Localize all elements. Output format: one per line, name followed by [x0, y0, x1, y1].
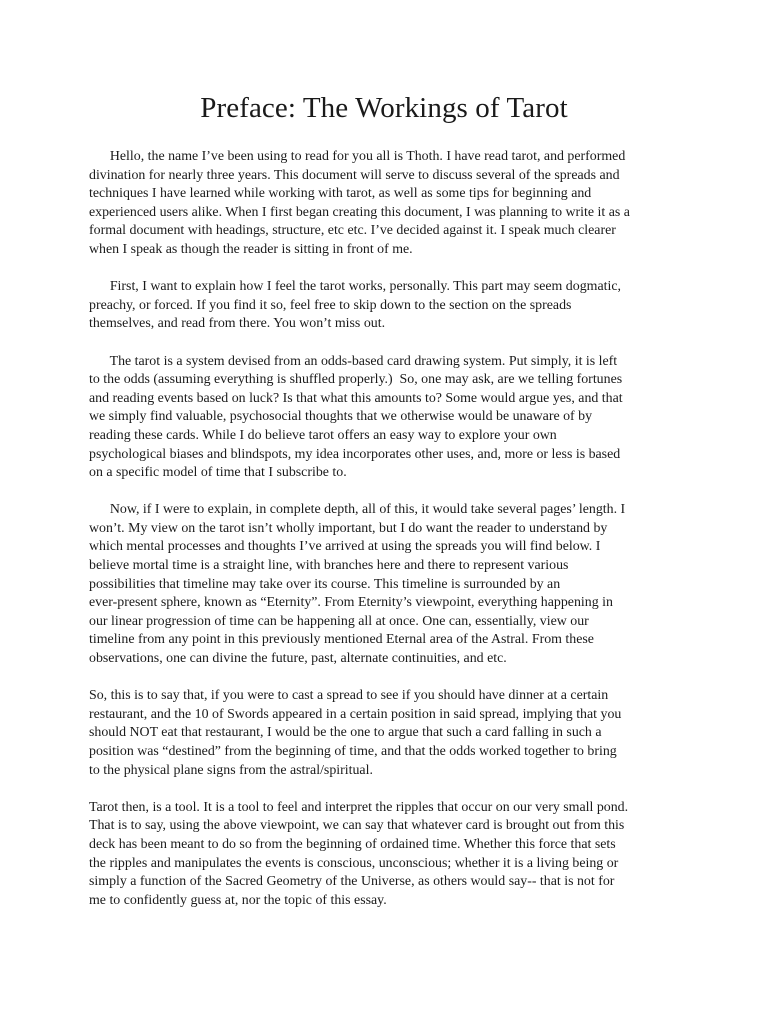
body-paragraph [89, 148, 681, 260]
paragraph-line: Tarot then, is a tool. It is a tool to feel and interpret the ripples that occur on our very small pond. [89, 799, 629, 815]
paragraph-line: we simply find valuable, psychosocial thoughts that we otherwise would be unaware of by [89, 409, 593, 425]
page-title: Preface: The Workings of Tarot [200, 92, 568, 124]
paragraph-line: and reading events based on luck? Is that what this amounts to? Some would argue yes, and that [89, 390, 623, 406]
paragraph-line: First, I want to explain how I feel the tarot works, personally. This part may seem dogmatic, [89, 279, 621, 295]
paragraph-line: formal document with headings, structure, etc etc. I’ve decided against it. I speak much clearer [89, 223, 616, 239]
paragraph-line: experienced users alike. When I first began creating this document, I was planning to write it as a [89, 204, 630, 220]
paragraph-line: Hello, the name I’ve been using to read for you all is Thoth. I have read tarot, and performed [89, 149, 626, 164]
paragraph-line: won’t. My view on the tarot isn’t wholly important, but I do want the reader to understand by [89, 520, 608, 536]
paragraph-line: Now, if I were to explain, in complete depth, all of this, it would take several pages’ length. I [89, 502, 626, 518]
paragraph-line: the ripples and manipulates the events is conscious, unconscious; whether it is a living being or [89, 855, 619, 871]
paragraph-line: our linear progression of time can be happening all at once. One can, essentially, view our [89, 613, 589, 629]
body-paragraph [89, 799, 681, 911]
paragraph-line: possibilities that timeline may take over its course. This timeline is surrounded by an [89, 576, 561, 592]
paragraph-line: me to confidently guess at, nor the topic of this essay. [89, 892, 387, 908]
paragraph-line: themselves, and read from there. You won’t miss out. [89, 316, 386, 332]
paragraph-line: techniques I have learned while working with tarot, as well as some tips for beginning and [89, 186, 592, 202]
paragraph-line: which mental processes and thoughts I’ve arrived at using the spreads you will find below. I [89, 539, 601, 555]
body-paragraph [89, 501, 681, 668]
paragraph-line: position was “destined” from the beginning of time, and that the odds worked together to bring [89, 744, 617, 759]
paragraph-line: ever-present sphere, known as “Eternity”. From Eternity’s viewpoint, everything happening in [89, 595, 613, 611]
paragraph-line: divination for nearly three years. This document will serve to discuss several of the spreads and [89, 167, 620, 183]
paragraph-line: believe mortal time is a straight line, with branches here and there to represent various [89, 558, 569, 574]
body-paragraph [89, 353, 681, 483]
paragraph-line: simply a function of the Sacred Geometry of the Universe, as others would say-- that is not for [89, 874, 615, 890]
paragraph-line: on a specific model of time that I subscribe to. [89, 465, 347, 481]
paragraph-line: should NOT eat that restaurant, I would be the one to argue that such a card falling in such a [89, 725, 602, 741]
paragraph-line: So, this is to say that, if you were to cast a spread to see if you should have dinner at a certain [89, 688, 609, 704]
body-paragraph [89, 278, 681, 334]
paragraph-line: reading these cards. While I do believe tarot offers an easy way to explore your own [89, 427, 557, 443]
paragraph-line: preachy, or forced. If you find it so, feel free to skip down to the section on the spreads [89, 297, 572, 313]
paragraph-line: when I speak as though the reader is sitting in front of me. [89, 241, 413, 257]
paragraph-line: timeline from any point in this previously mentioned Eternal area of the Astral. From these [89, 632, 594, 648]
paragraph-line: to the odds (assuming everything is shuffled properly.) So, one may ask, are we telling fortunes [89, 372, 623, 388]
body-paragraph [89, 687, 681, 780]
document-body [89, 148, 681, 929]
paragraph-line: psychological biases and blindspots, my idea incorporates other uses, and, more or less is based [89, 446, 621, 462]
paragraph-line: restaurant, and the 10 of Swords appeared in a certain position in said spread, implying that you [89, 706, 622, 722]
paragraph-line: The tarot is a system devised from an odds-based card drawing system. Put simply, it is left [89, 353, 618, 369]
paragraph-line: observations, one can divine the future, past, alternate continuities, and etc. [89, 651, 507, 667]
paragraph-line: That is to say, using the above viewpoint, we can say that whatever card is brought out from this [89, 818, 625, 834]
paragraph-line: deck has been meant to do so from the beginning of ordained time. Whether this force that sets [89, 836, 616, 852]
paragraph-line: to the physical plane signs from the astral/spiritual. [89, 762, 373, 778]
